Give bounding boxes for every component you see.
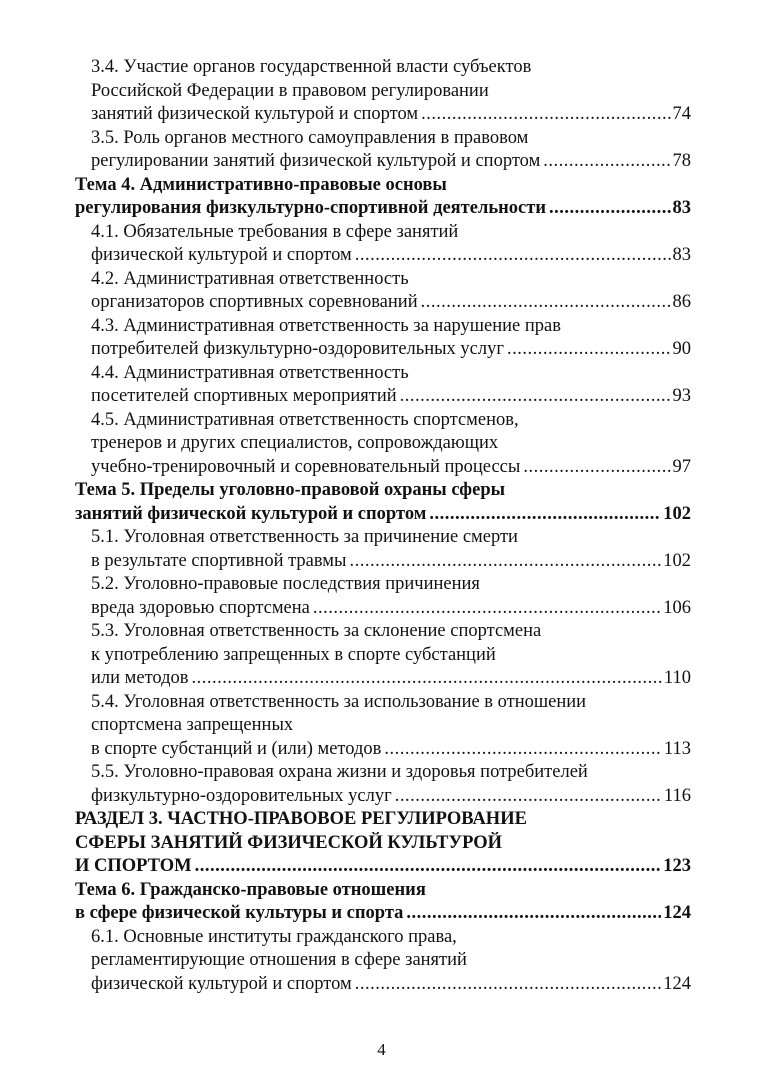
toc-page-number: 93: [672, 386, 691, 406]
toc-entry-text: в сфере физической культуры и спорта: [75, 903, 404, 923]
toc-entry-line: [75, 738, 691, 762]
toc-entry-line: [75, 667, 691, 691]
toc-entry[interactable]: [75, 526, 691, 573]
toc-entry-text: физической культурой и спортом: [91, 973, 352, 994]
toc-entry-text: регулирования физкультурно-спортивной деятельности: [75, 198, 546, 218]
toc-entry-text: 6.1. Основные институты гражданского права,: [91, 926, 457, 947]
toc-entry-line: [75, 973, 691, 997]
toc-entry-line: [75, 926, 691, 950]
toc-entry-text: в спорте субстанций и (или) методов: [91, 738, 382, 759]
toc-entry[interactable]: [75, 409, 691, 480]
toc-entry-line: [75, 197, 691, 221]
toc-entry-line: [75, 949, 691, 973]
toc-entry-line: [75, 644, 691, 668]
toc-page-number: 116: [663, 785, 691, 806]
toc-page-number: 83: [672, 198, 691, 218]
toc-entry-line: [75, 902, 691, 926]
toc-entry[interactable]: [75, 362, 691, 409]
toc-page-number: 102: [663, 550, 691, 571]
toc-entry[interactable]: [75, 56, 691, 127]
toc-page-number: 102: [663, 503, 691, 524]
toc-entry-text: 5.5. Уголовно-правовая охрана жизни и здоровья потребителей: [91, 762, 588, 782]
toc-entry-line: [75, 526, 691, 550]
toc-entry[interactable]: [75, 127, 691, 174]
toc-entry-line: [75, 150, 691, 174]
dot-leader: [421, 291, 671, 315]
toc-page-number: 123: [663, 856, 691, 876]
toc-entry-line: [75, 503, 691, 527]
toc-entry-line: [75, 244, 691, 268]
toc-entry[interactable]: [75, 268, 691, 315]
toc-entry-text: регламентирующие отношения в сфере занятий: [91, 950, 467, 970]
dot-leader: [349, 550, 661, 574]
toc-entry[interactable]: [75, 761, 691, 808]
toc-entry-text: посетителей спортивных мероприятий: [91, 386, 397, 406]
toc-entry[interactable]: [75, 879, 691, 926]
toc-entry-line: [75, 362, 691, 386]
toc-entry-line: [75, 597, 691, 621]
toc-entry-line: [75, 785, 691, 809]
dot-leader: [395, 785, 662, 809]
toc-entry-text: учебно-тренировочный и соревновательный процессы: [91, 456, 521, 477]
toc-entry-text: СФЕРЫ ЗАНЯТИЙ ФИЗИЧЕСКОЙ КУЛЬТУРОЙ: [75, 832, 503, 853]
toc-entry-line: [75, 174, 691, 198]
toc-entry-line: [75, 855, 691, 879]
toc-page-number: 83: [672, 245, 691, 265]
toc-entry[interactable]: [75, 174, 691, 221]
toc-entry-line: [75, 761, 691, 785]
toc-entry-text: физкультурно-оздоровительных услуг: [91, 785, 392, 806]
toc-entry-line: [75, 221, 691, 245]
toc-entry[interactable]: [75, 221, 691, 268]
toc-entry-text: 3.5. Роль органов местного самоуправления в правовом: [91, 127, 529, 148]
toc-entry[interactable]: [75, 691, 691, 762]
toc-page-number: 110: [663, 668, 691, 688]
toc-entry-text: организаторов спортивных соревнований: [91, 292, 418, 312]
toc-entry-text: 4.4. Административная ответственность: [91, 362, 409, 383]
toc-entry-line: [75, 573, 691, 597]
toc-entry-text: Российской Федерации в правовом регулировании: [91, 80, 489, 101]
dot-leader: [313, 597, 661, 621]
toc-entry-line: [75, 56, 691, 80]
toc-entry-line: [75, 315, 691, 339]
dot-leader: [421, 103, 670, 127]
toc-entry-line: [75, 479, 691, 503]
toc-entry[interactable]: [75, 479, 691, 526]
dot-leader: [384, 738, 662, 762]
toc-entry-text: РАЗДЕЛ 3. ЧАСТНО-ПРАВОВОЕ РЕГУЛИРОВАНИЕ: [75, 809, 527, 829]
toc-entry-line: [75, 879, 691, 903]
toc-entry-line: [75, 385, 691, 409]
toc-page-number: 90: [672, 339, 691, 359]
toc-entry-text: тренеров и других специалистов, сопровождающих: [91, 433, 499, 453]
toc-entry-text: физической культурой и спортом: [91, 245, 352, 265]
toc-page-number: 124: [663, 903, 691, 923]
toc-entry-text: 4.5. Административная ответственность спортсменов,: [91, 409, 519, 430]
toc-entry-text: 5.4. Уголовная ответственность за использование в отношении: [91, 691, 587, 712]
toc-entry-line: [75, 691, 691, 715]
toc-entry-line: [75, 714, 691, 738]
toc-page-number: 106: [663, 597, 691, 618]
toc-page-number: 78: [672, 151, 691, 171]
toc-entry-text: 5.1. Уголовная ответственность за причинение смерти: [91, 527, 518, 547]
toc-entry[interactable]: [75, 573, 691, 620]
toc-entry-line: [75, 127, 691, 151]
dot-leader: [355, 973, 662, 997]
toc-entry-text: Тема 4. Административно-правовые основы: [75, 174, 447, 195]
toc-entry-line: [75, 620, 691, 644]
toc-entry[interactable]: [75, 808, 691, 879]
toc-entry-line: [75, 808, 691, 832]
toc-page-number: 74: [672, 104, 691, 124]
toc-entry-text: 4.2. Административная ответственность: [91, 268, 409, 289]
toc-entry-text: занятий физической культурой и спортом: [75, 503, 427, 524]
dot-leader: [507, 338, 671, 362]
toc-entry-text: вреда здоровью спортсмена: [91, 597, 310, 618]
toc-entry-line: [75, 103, 691, 127]
dot-leader: [429, 503, 661, 527]
toc-entry-text: 3.4. Участие органов государственной власти субъектов: [91, 57, 532, 77]
dot-leader: [406, 902, 661, 926]
toc-page-number: 97: [672, 456, 691, 477]
dot-leader: [192, 667, 662, 691]
toc-page-number: 86: [672, 292, 691, 312]
dot-leader: [549, 197, 671, 221]
toc-entry-line: [75, 832, 691, 856]
toc-entry-text: занятий физической культурой и спортом: [91, 104, 419, 124]
toc-page-number: 113: [663, 738, 691, 759]
toc-entry-text: И СПОРТОМ: [75, 856, 192, 876]
toc-entry[interactable]: [75, 926, 691, 997]
toc-entry-line: [75, 409, 691, 433]
toc-entry[interactable]: [75, 315, 691, 362]
dot-leader: [355, 244, 671, 268]
toc-entry-text: к употреблению запрещенных в спорте субстанций: [91, 644, 496, 665]
toc-entry-line: [75, 268, 691, 292]
toc-entry-text: Тема 6. Гражданско-правовые отношения: [75, 879, 426, 900]
toc-entry-text: потребителей физкультурно-оздоровительных услуг: [91, 339, 504, 359]
toc-entry-text: 4.3. Административная ответственность за нарушение прав: [91, 315, 561, 336]
dot-leader: [543, 150, 670, 174]
toc-entry-text: 4.1. Обязательные требования в сфере занятий: [91, 221, 459, 242]
toc-entry[interactable]: [75, 620, 691, 691]
toc-entry-text: 5.2. Уголовно-правовые последствия причинения: [91, 574, 480, 594]
toc-entry-text: или методов: [91, 668, 189, 688]
dot-leader: [195, 855, 662, 879]
toc-entry-text: Тема 5. Пределы уголовно-правовой охраны сферы: [75, 480, 506, 500]
toc-page-number: 124: [663, 973, 691, 994]
toc-entry-text: спортсмена запрещенных: [91, 715, 294, 735]
toc-entry-line: [75, 291, 691, 315]
toc-entry-line: [75, 338, 691, 362]
toc-entry-text: в результате спортивной травмы: [91, 550, 347, 571]
toc-entry-text: регулировании занятий физической культурой и спортом: [91, 151, 541, 171]
toc-entry-line: [75, 80, 691, 104]
dot-leader: [400, 385, 671, 409]
page-number: 4: [377, 1040, 386, 1059]
toc-entry-line: [75, 456, 691, 480]
toc-entry-line: [75, 432, 691, 456]
toc-entry-text: 5.3. Уголовная ответственность за склонение спортсмена: [91, 621, 542, 641]
table-of-contents: [75, 56, 691, 996]
dot-leader: [523, 456, 670, 480]
toc-entry-line: [75, 550, 691, 574]
